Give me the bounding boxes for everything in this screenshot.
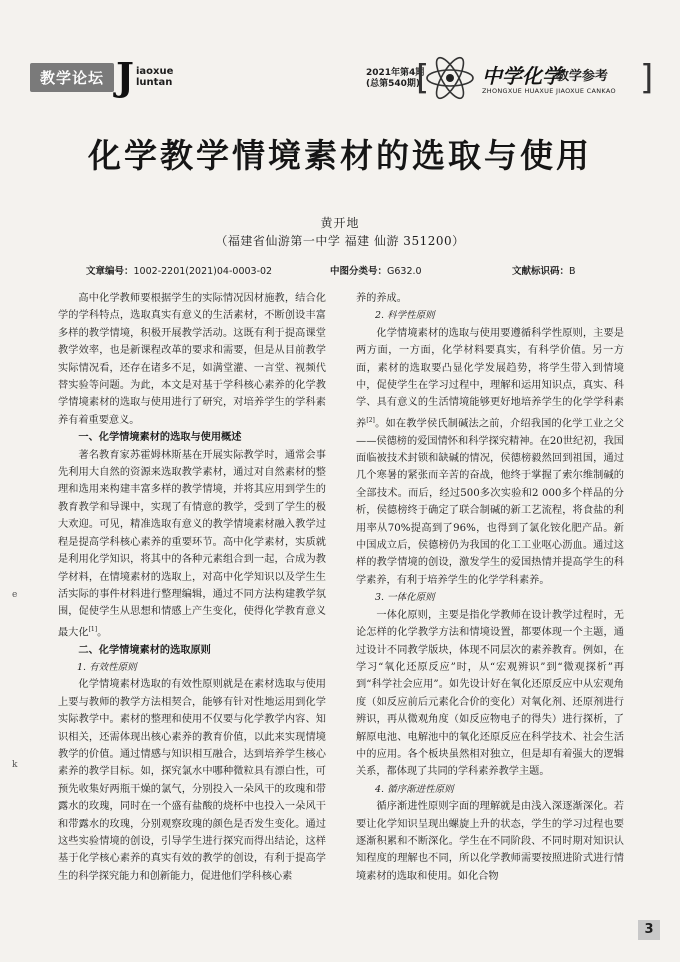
brand-title: 中学化学 <box>482 64 562 88</box>
author-affiliation: （福建省仙游第一中学 福建 仙游 351200） <box>215 234 465 248</box>
citation: [1] <box>88 625 98 633</box>
paragraph: 高中化学教师要根据学生的实际情况因材施教，结合化学的学科特点，选取真实有意义的生活素材，不断创设丰富多样的教学情境，积极开展教学活动。这既有利于提高课堂教学效率，也是新课程改革的要求和需要，但是从目前教学实际情况看，还存在诸多不足，如满堂灌、一言堂、视频代替实验等问题。为此，本文是对基于学科核心素养的化学教学情境素材的选取与使用进行了研究，对培养学生的学科素养有着重要意义。 <box>58 293 326 426</box>
atom-logo-icon <box>424 56 476 100</box>
paragraph: 著名教育家苏霍姆林斯基在开展实际教学时，通常会事先利用大自然的资源来选取教学素材，通过对自然素材的整理和选用来构建丰富多样的教学情境，并将其应用到学生的教育教学和导课中，实现了有情意的教学，受到了学生的极大欢迎。可见，精准选取有意义的教学情境素材融入教学过程是提高学科核心素养的重要环节。高中化学素材，实质就是利用化学知识，将其中的各种元素组合到一起，合成为教学材料，在情境素材的选取上，对高中化学知识以及学生生活实际的事件材料进行整理编辑，通过不同方法构建教学氛围，促使学生从思想和情感上产生变化，使得化学教育意义最大化[1]。 <box>58 449 326 639</box>
paragraph: 循序渐进性原则字面的理解就是由浅入深逐渐深化。若要让化学知识呈现出螺旋上升的状态，学生的学习过程也要逐渐积累和不断深化。学生在不同阶段、不同时期对知识认知程度的理解也不同，所以化学教师需要按照进阶式进行情境素材的选取和使用。如化合物 <box>356 801 624 882</box>
document-code: 文献标识码：B <box>512 266 576 277</box>
right-column <box>356 290 624 885</box>
section-heading: 二、化学情境素材的选取原则 <box>78 644 211 656</box>
column-pinyin: iaoxue luntan <box>136 66 174 88</box>
right-bracket: ] <box>640 58 654 98</box>
subsection-heading: 2. 科学性原则 <box>375 310 435 322</box>
left-column <box>58 290 326 885</box>
left-bracket: [ <box>416 58 430 98</box>
margin-mark: k <box>12 760 18 770</box>
journal-brand <box>424 56 644 100</box>
subsection-heading: 3. 一体化原则 <box>375 592 435 604</box>
section-heading: 一、化学情境素材的选取与使用概述 <box>78 432 242 444</box>
subsection-heading: 1. 有效性原则 <box>77 661 137 673</box>
brand-subtitle: 教学参考 <box>556 69 609 84</box>
paragraph: 养的养成。 <box>356 293 407 304</box>
subsection-heading: 4. 循序渐进性原则 <box>375 783 454 795</box>
paragraph: 化学情境素材的选取与使用要遵循科学性原则，主要是两方面，一方面，化学材料要真实，有科学价值。另一方面，素材的选取要凸显化学发展趋势，将学生带入到情境中，促使学生在学习过程中，理解和运用知识点，真实、科学、具有意义的生活情境能够更好地培养学生的化学学科素养[2]。如在教学侯氏制碱法之前，介绍我国的化学工业之父——侯德榜的爱国情怀和科学探究精神。在20世纪初，我国面临被技术封锁和缺碱的情况，侯德榜毅然回到祖国，通过几个寒暑的紧张而辛苦的奋战，他终于掌握了索尔维制碱的全部技术。而后，经过500多次实验和2 000多个样品的分析，侯德榜终于确定了联合制碱的新工艺流程，将食盐的利用率从70%提高到了96%，也得到了氯化铵化肥产品。新中国成立后，侯德榜仍为我国的化工工业呕心沥血。通过这样的教学情境的创设，激发学生的爱国热情并提高学生的科学素养，有利于培养学生的化学学科素养。 <box>356 327 625 586</box>
paragraph: 化学情境素材选取的有效性原则就是在素材选取与使用上要与教师的教学方法相契合，能够有针对性地运用到化学实际教学中。素材的整理和使用不仅要与化学教学内容、知识相关，还需体现出核心素养的教育价值，以此来实现情境教学的价值。通过情感与知识相互融合，达到培养学生核心素养的教学目标。如，探究氯水中哪种微粒具有漂白性，可预先收集好两瓶干燥的氯气，分别投入一朵风干的玫瑰和带露水的玫瑰，同时在一个盛有盐酸的烧杯中也投入一朵风干和带露水的玫瑰，分别观察玫瑰的颜色是否发生变化。通过这些实验情境的创设，引导学生进行探究而得出结论，这样基于化学核心素养的真实有效的教学的创设，有利于提高学生的科学探究能力和创新能力，促进他们学科核心素 <box>58 679 326 882</box>
column-initial: J <box>116 54 134 99</box>
page-number: 3 <box>638 920 660 940</box>
column-header <box>30 54 174 99</box>
brand-pinyin: ZHONGXUE HUAXUE JIAOXUE CANKAO <box>482 87 616 95</box>
article-number: 文章编号：1002-2201(2021)04-0003-02 <box>86 266 273 277</box>
paragraph: 一体化原则，主要是指化学教师在设计教学过程时，无论怎样的化学教学方法和情境设置，都要体现一个主题，通过设计不同教学版块，体现不同层次的素养教育。例如，在学习“氧化还原反应”时，从“宏观辨识”到“微观探析”再到“科学社会应用”。如先设计好在氧化还原反应中从宏观角度（如反应前后元素化合价的变化）对氧化剂、还原剂进行辨识，再从微观角度（如反应物电子的得失）进行探析，了解原电池、电解池中的氧化还原反应在科学技术、社会生活中的应用。各个板块虽然相对独立，但是却有着强大的逻辑关系，都体现了共同的学科素养教学主题。 <box>356 609 624 778</box>
clc-number: 中图分类号：G632.0 <box>330 266 422 277</box>
column-name: 教学论坛 <box>30 63 114 92</box>
margin-mark: e <box>12 590 18 600</box>
author-name: 黄开地 <box>320 216 360 230</box>
citation: [2] <box>366 416 375 424</box>
issue-info: 2021年第4期 (总第540期) <box>366 68 425 89</box>
article-title: 化学教学情境素材的选取与使用 <box>88 136 592 175</box>
